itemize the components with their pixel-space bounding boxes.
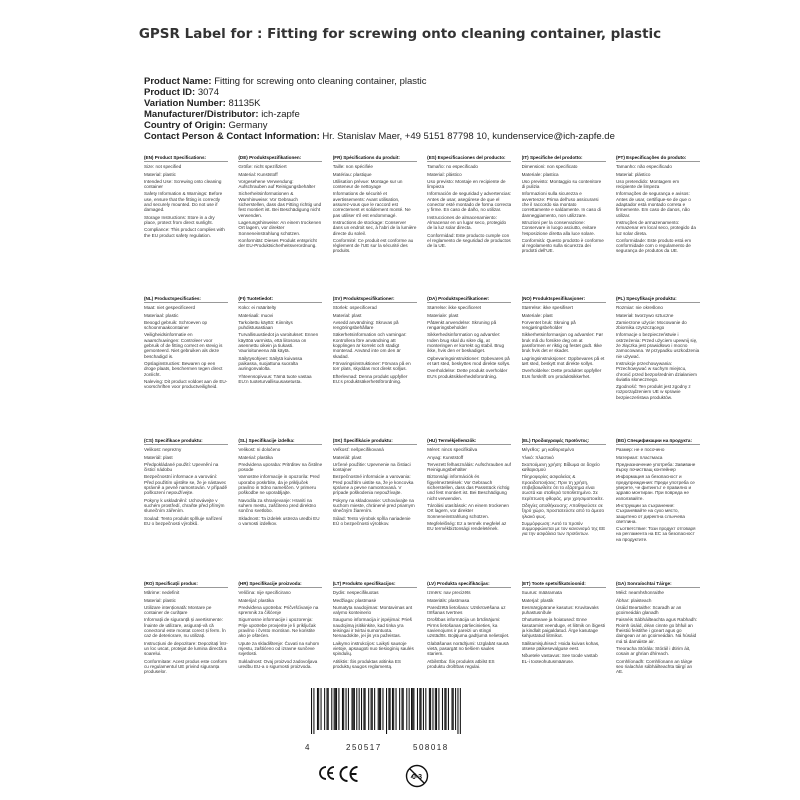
product-info-value: ich-zapfe bbox=[261, 109, 300, 120]
language-spec-line: Rozmiar: nie określono bbox=[615, 305, 663, 311]
language-spec-line: Sikkerhetsinformasjon og advarsler: Før bruk må du forsikre deg om at passformen er riktig og festet godt. Ikke bruk hvis det er skadet. bbox=[521, 332, 604, 354]
language-spec-heading: (FR) Spécifications du produit: bbox=[333, 155, 417, 162]
barcode-bar bbox=[421, 688, 422, 730]
barcode-bar bbox=[380, 688, 381, 730]
product-info-key: Variation Number: bbox=[144, 98, 226, 109]
language-spec-heading: (ES) Especificaciones del producto: bbox=[427, 155, 511, 162]
language-spec-line: Predviđena upotreba: Pričvršćivanje na spremnik za čišćenje bbox=[238, 604, 319, 616]
barcode-bar bbox=[324, 688, 325, 730]
language-spec-line: Overholdelse: Dette produkt overholder EU's produktsikkerhedsforordning. bbox=[427, 368, 508, 379]
language-spec-line: Soulad: Tento produkt splňuje nařízení EU o bezpečnosti výrobků. bbox=[144, 515, 223, 526]
language-spec-line: Veľkosť: nešpecifikovaná bbox=[332, 447, 384, 453]
language-spec-line: Bezpečnostní informace a varování: Před použitím ujistěte se, že je nástavec správně a pevně namontován. V případě poškození nepoužívejte. bbox=[144, 474, 227, 496]
barcode-bar bbox=[455, 688, 456, 730]
language-spec-heading: (NL) Productspecificaties: bbox=[144, 296, 228, 303]
barcode-bar bbox=[378, 688, 379, 730]
language-spec-heading: (PT) Especificações do produto: bbox=[616, 155, 700, 162]
barcode-bar bbox=[442, 688, 443, 730]
language-spec-line: Tarkoitettu käyttö: Kiinnitys puhdistusastiaan bbox=[238, 319, 293, 331]
product-info-value: Hr. Stanislav Maer, +49 5151 87798 10, kundenservice@ich-zapfe.de bbox=[322, 131, 615, 142]
barcode-bar bbox=[403, 688, 404, 730]
language-spec-line: Material: plastic bbox=[144, 171, 176, 177]
barcode-bar bbox=[368, 688, 369, 730]
language-spec-line: Συμμόρφωση: Αυτό το προϊόν συμμορφώνεται με τον κανονισμό της ΕΕ για την ασφάλεια των προϊόντων. bbox=[521, 520, 606, 537]
language-spec-line: Nõuetele vastavus: See toode vastab EL-i tooteohutusmääruse. bbox=[521, 653, 598, 664]
language-spec-heading: (SV) Produktspecifikationer: bbox=[333, 296, 417, 303]
barcode-bar bbox=[336, 688, 337, 730]
product-info-value: Fitting for screwing onto cleaning container, plastic bbox=[214, 76, 427, 87]
language-spec-block bbox=[144, 155, 228, 283]
language-spec-heading: (EL) Προδιαγραφές προϊόντος: bbox=[522, 438, 606, 445]
barcode-bar bbox=[382, 688, 383, 730]
language-spec-line: Utilisation prévue: Montage sur un conteneur de nettoyage bbox=[332, 178, 403, 190]
language-spec-line: Ohutusteave ja hoiatused: Enne kasutamist veenduge, et liitmik on õigesti ja kindlalt paigaldatud. Ärge kasutage kahjustatud liitmikut. bbox=[521, 617, 606, 639]
language-spec-line: Materiál: plast bbox=[144, 454, 173, 460]
language-spec-line: Zgodność: Ten produkt jest zgodny z rozporządzeniem UE w sprawie bezpieczeństwa produktów. bbox=[615, 384, 691, 400]
language-spec-block bbox=[427, 155, 511, 283]
barcode-bar bbox=[342, 688, 343, 730]
language-spec-block bbox=[144, 296, 228, 428]
language-spec-line: Conformitate: Acest produs este conform cu regulamentul UE privind siguranța produselor. bbox=[144, 658, 228, 675]
language-spec-line: Dimensioni: non specificato bbox=[521, 164, 578, 170]
language-spec-line: Anyag: Kunststoff bbox=[427, 454, 464, 460]
language-spec-heading: (SK) Špecifikácie produktu: bbox=[333, 438, 417, 445]
barcode-bar bbox=[311, 688, 312, 734]
barcode-bar bbox=[406, 688, 407, 730]
language-spec-line: Méret: nincs specifikálva bbox=[427, 447, 478, 453]
language-spec-line: Upute za skladištenje: Čuvati na suhom mjestu, zaštićeno od izravne sunčeve svjetlosti. bbox=[238, 640, 320, 657]
language-spec-line: Material: plastika bbox=[238, 454, 273, 460]
language-spec-line: Biztonsági információk és figyelmeztetések: Vor Gebrauch sicherstellen, dass das Passstück richtig und fest montiert ist. Bei Beschädigung nicht verwenden. bbox=[427, 474, 510, 501]
language-spec-line: Materiāls: plastmasa bbox=[427, 597, 470, 603]
language-spec-heading: (IT) Specifiche del prodotto: bbox=[522, 155, 606, 162]
language-spec-line: Matériau: plastique bbox=[332, 171, 372, 177]
page-title: GPSR Label for : Fitting for screwing onto cleaning container, plastic bbox=[138, 26, 662, 42]
product-info-key: Product ID: bbox=[144, 87, 196, 98]
barcode-bar bbox=[318, 688, 319, 730]
language-spec-line: Storlek: ospecificerad bbox=[332, 305, 377, 311]
language-spec-line: Informazioni sulla sicurezza e avvertenze: Prima dell'uso assicurarsi che il raccordo sia montato correttamente e saldamente. In caso di danneggiamento, non utilizzare. bbox=[521, 191, 601, 218]
barcode-bar bbox=[409, 688, 410, 730]
language-spec-heading: (BG) Спецификации на продукта: bbox=[616, 438, 700, 445]
language-spec-heading: (GA) Sonraíochtaí Táirge: bbox=[616, 581, 700, 588]
language-spec-line: Megfelelőség: Ez a termék megfelel az EU termékbiztonsági rendeletének. bbox=[427, 520, 507, 532]
language-spec-line: Größe: nicht spezifiziert bbox=[238, 164, 287, 170]
barcode-bar bbox=[425, 688, 426, 730]
product-info-value: Germany bbox=[228, 120, 268, 131]
language-spec-line: Compliance: This product complies with the EU product safety regulation. bbox=[144, 227, 225, 238]
spec-band bbox=[144, 438, 700, 575]
barcode-bar bbox=[423, 688, 424, 730]
language-spec-line: Taille: non spécifiée bbox=[332, 164, 373, 170]
language-spec-line: Material: plastic bbox=[144, 597, 176, 603]
barcode-bar bbox=[413, 688, 414, 730]
language-spec-line: Информация за безопасност и предупреждения: Преди употреба се уверете, че фитингът е правилно и здраво монтиран. При повреда не използвайте. bbox=[615, 474, 695, 501]
barcode-bar bbox=[393, 688, 394, 730]
barcode-bar bbox=[436, 688, 437, 730]
barcode-bar bbox=[388, 688, 389, 730]
language-spec-heading: (HU) Termékjellemzők: bbox=[427, 438, 511, 445]
product-info-row bbox=[144, 120, 764, 131]
barcode-bar bbox=[457, 688, 458, 734]
language-spec-heading: (ET) Toote spetsifikatsioonid: bbox=[522, 581, 606, 588]
language-spec-line: Méid: neamhshonraithe bbox=[615, 590, 664, 596]
language-spec-block bbox=[144, 581, 228, 726]
language-spec-block bbox=[144, 438, 228, 575]
language-spec-line: Conformidade: Este produto está em conformidade com o regulamento de segurança de produtos da UE. bbox=[615, 237, 692, 254]
language-spec-block bbox=[522, 296, 606, 428]
language-spec-block bbox=[522, 438, 606, 575]
barcode-bar bbox=[359, 688, 360, 730]
barcode-bar bbox=[438, 688, 439, 730]
language-spec-line: Πληροφορίες ασφαλείας & προειδοποιήσεις: Πριν τη χρήση, επιβεβαιωθείτε ότι το εξάρτημα είναι σωστά και σταθερά τοποθετημένο. Σε περίπτωση φθοράς, μην χρησιμοποιείτε. bbox=[521, 474, 604, 501]
barcode bbox=[311, 688, 461, 734]
language-spec-line: Drošības informācija un brīdinājumi: Pirms lietošanas pārliecinieties, ka savienojums ir pareizi un stingri uzstādīts. Bojājuma gadījumā nelietojiet. bbox=[427, 617, 510, 639]
language-spec-line: Sikkerhedsinformation og advarsler: Inden brug skal du sikre dig, at monteringen er korrekt og stabil. Brug ikke, hvis den er beskadiget. bbox=[427, 332, 505, 354]
language-spec-block bbox=[333, 438, 417, 575]
language-spec-line: Dydis: nespecifikuotas bbox=[332, 590, 379, 596]
barcode-bar bbox=[444, 688, 445, 730]
language-spec-heading: (EN) Product Specifications: bbox=[144, 155, 228, 162]
language-spec-block bbox=[616, 581, 700, 726]
language-spec-block bbox=[333, 155, 417, 283]
language-spec-line: Izmērs: nav precizēts bbox=[427, 590, 471, 596]
barcode-bar bbox=[354, 688, 355, 730]
language-spec-line: Safety Information & Warnings: Before use, ensure that the fitting is correctly and securely mounted. Do not use if damaged. bbox=[144, 191, 223, 213]
language-spec-line: Velikost: ni določeno bbox=[238, 447, 281, 453]
language-spec-line: Informații de siguranță și avertismente: Înainte de utilizare, asigurați-vă că conectorul este montat corect și ferm. În caz de deteriorare, nu utilizați. bbox=[144, 617, 226, 639]
language-spec-line: Maat: niet gespecificeerd bbox=[144, 305, 196, 311]
product-info-key: Manufacturer/Distributor: bbox=[144, 109, 259, 120]
product-info bbox=[144, 76, 764, 142]
language-spec-line: Materijal: plastika bbox=[238, 597, 274, 603]
language-spec-line: Materiaali: muovi bbox=[238, 312, 274, 318]
barcode-bar bbox=[419, 688, 420, 730]
language-spec-line: Faisnéis Sábháilteachta agus Rabhadh: Roimh úsáid, déan cinnte go bhfuil an fheistiú feistithe i gceart agus go daingean ar an gcoimeádán. Ná húsáid má tá damáiste air. bbox=[615, 617, 698, 644]
language-spec-line: Koko: ei määritelty bbox=[238, 305, 277, 311]
barcode-bar bbox=[379, 688, 380, 730]
barcode-bar bbox=[343, 688, 344, 730]
barcode-bar bbox=[331, 688, 332, 730]
product-info-row bbox=[144, 98, 764, 109]
language-spec-line: Vorgesehene Verwendung: Aufschrauben auf Reinigungsbehälter bbox=[238, 178, 316, 190]
age-warning-0-3-icon bbox=[405, 764, 429, 788]
language-spec-line: Atbilstība: Šis produkts atbilst ES produktu drošības regulai. bbox=[427, 658, 495, 669]
language-spec-line: Størrelse: ikke spesifisert bbox=[521, 305, 573, 311]
language-spec-line: Størrelse: ikke specificeret bbox=[427, 305, 482, 311]
language-spec-line: Förvaringsinstruktioner: Förvara på en torr plats, skyddas mot direkt solljus. bbox=[332, 360, 411, 372]
barcode-bar bbox=[412, 688, 413, 730]
language-spec-line: Predvidena uporaba: Pritrditev na čistilne posode bbox=[238, 461, 323, 473]
language-spec-line: Pokyny na skladovanie: Uchovávajte na suchom mieste, chránené pred priamym slnečným žiarením. bbox=[332, 497, 415, 514]
language-spec-line: Materiale: plast bbox=[427, 312, 459, 318]
language-spec-line: Предназначение употреба: Завиване върху почистващ контейнер bbox=[615, 461, 696, 473]
language-spec-line: Istruzioni per la conservazione: Conservare in luogo asciutto, evitare l'esposizione diretta alla luce solare. bbox=[521, 219, 597, 236]
barcode-bar bbox=[396, 688, 397, 730]
language-spec-line: Veiligheidsinformatie en waarschuwingen: Controleer voor gebruik of de fitting correct en stevig is gemonteerd. Niet gebruiken als deze beschadigd is. bbox=[144, 332, 223, 359]
language-spec-line: Sicherheitsinformationen & Warnhinweise: Vor Gebrauch sicherstellen, dass das Fitting richtig und fest montiert ist. Bei Beschädigung nicht verwenden. bbox=[238, 191, 322, 218]
language-spec-block bbox=[427, 438, 511, 575]
barcode-bar bbox=[353, 688, 354, 730]
language-spec-line: Overholdelse: Dette produktet oppfyller EUs forskrift om produktsikkerhet. bbox=[521, 368, 602, 379]
language-spec-block bbox=[427, 296, 511, 428]
language-spec-line: Medžiaga: plastmasė bbox=[332, 597, 377, 603]
language-spec-line: Съответствие: Този продукт отговаря на регламента на ЕС за безопасност на продуктите. bbox=[615, 526, 696, 542]
language-spec-line: Určené použitie: Upevnenie na čistiaci kontajner bbox=[332, 461, 411, 473]
language-spec-line: Opbevaringsinstruktioner: Opbevares på et tørt sted, beskyttes mod direkte sollys. bbox=[427, 355, 511, 366]
language-spec-block bbox=[238, 155, 322, 283]
barcode-bar bbox=[356, 688, 357, 730]
barcode-bar bbox=[432, 688, 433, 730]
spec-band bbox=[144, 155, 700, 283]
language-spec-line: Storage Instructions: Store in a dry place, protect from direct sunlight. bbox=[144, 214, 215, 225]
language-spec-line: Mărime: nedefinit bbox=[144, 590, 180, 596]
barcode-bar bbox=[386, 688, 387, 734]
spec-band bbox=[144, 296, 700, 428]
language-spec-line: Material: plástico bbox=[427, 171, 462, 177]
language-spec-line: Comhlíonadh: Comhlíonann an táirge seo rialachán sábháilteachta táirgí an AE. bbox=[615, 658, 693, 675]
language-spec-line: Lagerungshinweise: An einem trockenen Ort lagern, vor direkter Sonneneinstrahlung schützen. bbox=[238, 219, 322, 236]
language-spec-line: Σκοπούμενη χρήση: Βίδωμα σε δοχείο καθαρισμού bbox=[521, 461, 600, 473]
language-spec-block bbox=[616, 438, 700, 575]
language-spec-heading: (CS) Specifikace produktu: bbox=[144, 438, 228, 445]
product-info-value: 3074 bbox=[197, 87, 219, 98]
language-spec-block bbox=[616, 296, 700, 428]
language-spec-line: Uso previsto: Montaggio su contenitore di pulizia bbox=[521, 178, 602, 190]
language-spec-line: Instruções de armazenamento: Armazenar em local seco, protegido da luz solar direta. bbox=[615, 219, 696, 236]
barcode-bar bbox=[446, 688, 447, 730]
barcode-bar bbox=[430, 688, 431, 730]
language-spec-line: Lagringsinstruksjoner: Oppbevares på et tørt sted, beskytt mot direkte sollys. bbox=[521, 355, 605, 366]
barcode-bar bbox=[335, 688, 336, 730]
age-warning-label: 0-3 bbox=[411, 774, 423, 781]
language-spec-heading: (FI) Tuotetiedot: bbox=[238, 296, 322, 303]
language-spec-line: Súlad: Tento výrobok spĺňa nariadenie EÚ o bezpečnosti výrobkov. bbox=[332, 515, 411, 526]
language-spec-line: Säkerhetsinformation och varningar: Kontrollera före användning att kopplingen är korrekt och stadigt monterad. Använd inte om den är skadad. bbox=[332, 332, 407, 359]
language-spec-line: Materiaal: plastic bbox=[144, 312, 179, 318]
language-spec-line: Informations de sécurité et avertissements: Avant utilisation, assurez-vous que le raccord est correctement et solidement monté. Ne pas utiliser s'il est endommagé. bbox=[332, 191, 411, 218]
language-spec-heading: (DE) Produktspezifikationen: bbox=[238, 155, 322, 162]
language-spec-line: Sukladnost: Ovaj proizvod zadovoljava uredbu EU-a o sigurnosti proizvoda. bbox=[238, 658, 318, 669]
language-spec-line: Utilizare intenționată: Montare pe container de curățare bbox=[144, 604, 212, 616]
language-spec-line: Bezpečnostné informácie a varovania: Pred použitím uistite sa, že je koncovka správne a pevne namontovaná. V prípade poškodenia nepoužívajte. bbox=[332, 474, 414, 496]
language-spec-line: Avsedd användning: Skruvas på rengöringsbehållare bbox=[332, 319, 399, 331]
barcode-bar bbox=[338, 688, 339, 730]
language-spec-heading: (LT) Produkto specifikacijos: bbox=[333, 581, 417, 588]
product-info-row bbox=[144, 87, 764, 98]
language-spec-line: Sigurnosne informacije i upozorenja: Prije upotrebe provjerite je li priključak pravilno i čvrsto montiran. Ne koristite ako je oštećen. bbox=[238, 617, 316, 639]
barcode-digits-group2: 508018 bbox=[413, 743, 449, 752]
barcode-digit-lead: 4 bbox=[305, 743, 310, 752]
language-spec-line: Turvallisuustiedot ja varoitukset: Ennen käyttöä varmista, että liitososa on asennettu oikein ja tiukasti. Vaurioituneena älä käytä. bbox=[238, 332, 319, 354]
language-spec-heading: (NO) Produktspesifikasjoner: bbox=[522, 296, 606, 303]
language-spec-line: Påtænkt anvendelse: Skruning på rengøringsbeholder bbox=[427, 319, 497, 331]
language-spec-line: Saugumo informacija ir įspėjimai: Prieš naudojimą įsitikinkite, kad tinka yra teisingai ir tvirtai sumontuota. Nenaudokite, jei jis yra pažeistas. bbox=[332, 617, 412, 639]
language-spec-line: Materiál: plast bbox=[332, 454, 362, 460]
language-spec-line: Varnostne informacije in opozorila: Pred uporabo poskrbite, da je priključek pravilno in trdno nameščen. V primeru poškodbe ne uporabljajte. bbox=[238, 474, 320, 496]
language-spec-line: Numatyta naudojimas: Montavimas ant valymo konteinerio bbox=[332, 604, 413, 616]
barcode-bar bbox=[411, 688, 412, 730]
language-spec-line: Tervezett felhasználás: Aufschrauben auf Reinigungsbehälter bbox=[427, 461, 511, 473]
language-spec-line: Инструкции за съхранение: Съхранявайте на сухо място, защитено от директна слънчева светлина. bbox=[615, 502, 685, 524]
language-spec-line: Skladnost: Ta izdelek ustreza uredbi EU o varnosti izdelkov. bbox=[238, 515, 320, 526]
barcode-bar bbox=[372, 688, 373, 730]
language-spec-line: Size: not specified bbox=[144, 164, 182, 170]
barcode-bar bbox=[321, 688, 322, 730]
language-spec-line: Paredzētā lietošana: Uzskrūvēšana uz tīrīšanas tvertnes bbox=[427, 604, 506, 616]
language-spec-line: Beoogd gebruik: Schroeven op schoonmaakcontainer bbox=[144, 319, 208, 331]
barcode-bar bbox=[313, 688, 314, 734]
language-spec-line: Material: plástico bbox=[615, 171, 651, 177]
language-spec-block bbox=[616, 155, 700, 283]
language-spec-line: Μέγεθος: μη καθορισμένο bbox=[521, 447, 575, 453]
barcode-bar bbox=[326, 688, 327, 730]
barcode-bar bbox=[348, 688, 349, 730]
product-info-key: Contact Person & Contact Information: bbox=[144, 131, 320, 142]
product-info-row bbox=[144, 109, 764, 120]
product-info-row bbox=[144, 76, 764, 87]
barcode-bar bbox=[371, 688, 372, 730]
language-spec-line: Instrucțiuni de depozitare: Depozitați într-un loc uscat, protejat de lumina directă a soarelui. bbox=[144, 640, 228, 657]
language-spec-line: Materjal: plastik bbox=[521, 597, 554, 603]
language-spec-line: Laikymo instrukcijos: Laikyti sausoje vietoje, apsaugoti nuo tiesioginių saulės spindulių. bbox=[332, 640, 414, 657]
barcode-bar bbox=[328, 688, 329, 730]
barcode-bar bbox=[361, 688, 362, 730]
barcode-digits-group1: 250517 bbox=[346, 743, 382, 752]
language-spec-heading: (LV) Produkta specifikācijas: bbox=[427, 581, 511, 588]
barcode-bar bbox=[351, 688, 352, 730]
language-spec-heading: (DA) Produktspecifikationer: bbox=[427, 296, 511, 303]
language-spec-line: Zamierzone użycie: Mocowanie do zbiornika czyszczącego bbox=[615, 319, 687, 331]
barcode-bar bbox=[363, 688, 364, 730]
language-spec-block bbox=[238, 438, 322, 575]
language-spec-line: Conformità: Questo prodotto è conforme al regolamento sulla sicurezza dei prodotti dell'UE. bbox=[521, 237, 604, 254]
language-spec-line: Ábhar: plaisteach bbox=[615, 597, 652, 603]
language-spec-line: Material: Kunststoff bbox=[238, 171, 278, 177]
barcode-bar bbox=[365, 688, 366, 730]
language-spec-line: Předpokládané použití: Upevnění na čisticí nádobu bbox=[144, 461, 219, 473]
barcode-bar bbox=[334, 688, 335, 730]
barcode-bar bbox=[374, 688, 375, 730]
language-spec-line: Veličina: nije specificirano bbox=[238, 590, 291, 596]
language-spec-heading: (PL) Specyfikacje produktu: bbox=[616, 296, 700, 303]
barcode-bar bbox=[317, 688, 318, 730]
language-spec-line: Yhteensopivuus: Tämä tuote vastaa EU:n tuoteturvallisuusasetusta. bbox=[238, 373, 312, 384]
language-spec-line: Materiale: plast bbox=[521, 312, 553, 318]
language-spec-heading: (HR) Specifikacije proizvoda: bbox=[238, 581, 322, 588]
language-spec-line: Intended Use: Screwing onto cleaning container bbox=[144, 178, 222, 190]
language-spec-line: Υλικό: πλαστικό bbox=[521, 454, 554, 460]
barcode-bar bbox=[429, 688, 430, 730]
language-spec-line: Conformité: Ce produit est conforme au règlement de l'UE sur la sécurité des produits. bbox=[332, 237, 414, 254]
barcode-bar bbox=[392, 688, 393, 730]
language-spec-line: Instrucciones de almacenamiento: Almacenar en un lugar seco, protegido de la luz solar directa. bbox=[427, 214, 507, 231]
language-spec-block bbox=[238, 296, 322, 428]
language-spec-line: Uso pretendido: Montagem em recipiente de limpeza bbox=[615, 178, 680, 190]
language-spec-line: Οδηγίες αποθήκευσης: Αποθηκεύστε σε ξηρό χώρο, προστατεύστε από το άμεσο ηλιακό φως. bbox=[521, 502, 605, 519]
product-info-key: Product Name: bbox=[144, 76, 212, 87]
ce-mark-icon bbox=[318, 765, 336, 781]
language-spec-line: Tárolási utasítások: An einem trockenen Ort lagern, vor direkter Sonneneinstrahlung schützen. bbox=[427, 502, 509, 519]
language-spec-line: Tamaño: no especificado bbox=[427, 164, 478, 170]
language-spec-line: Säilitamisjuhised: Hoida kuivas kohas, otsese päikesevalguse eest. bbox=[521, 640, 600, 651]
language-spec-line: Efterlevnad: Denna produkt uppfyller EU:s produktsäkerhetsförordning. bbox=[332, 373, 408, 384]
language-spec-line: Tamanho: não especificado bbox=[615, 164, 672, 170]
barcode-bar bbox=[460, 688, 461, 734]
language-spec-line: Säilytysohjeet: Säilytä kuivassa paikassa, suojattuna suoralta auringonvalolta. bbox=[238, 355, 303, 372]
language-spec-block bbox=[333, 296, 417, 428]
barcode-bar bbox=[390, 688, 391, 730]
language-spec-line: Материал: пластмаса bbox=[615, 454, 663, 460]
product-info-row bbox=[144, 131, 764, 142]
language-spec-line: Conformidad: Este producto cumple con el reglamento de seguridad de productos de la UE. bbox=[427, 232, 511, 249]
barcode-bar bbox=[435, 688, 436, 730]
language-spec-line: Glabāšanas norādījumi: Uzglabāt sausā vietā, pasargāt no tiešiem saules stariem. bbox=[427, 640, 509, 657]
language-spec-line: Material: plast bbox=[332, 312, 362, 318]
language-spec-line: Konformität: Dieses Produkt entspricht der EU-Produktsicherheitsverordnung. bbox=[238, 237, 317, 249]
language-spec-line: Información de seguridad y advertencias: Antes de usar, asegúrese de que el conector esté montado de forma correcta y firme. En caso de daño, no utilizar. bbox=[427, 191, 512, 213]
language-spec-block bbox=[238, 581, 322, 726]
language-spec-block bbox=[522, 155, 606, 283]
language-spec-line: Úsáid Beartaithe: Scaradh ar an gcoimeádán glanadh bbox=[615, 604, 682, 616]
language-spec-line: Размер: не е посочено bbox=[615, 447, 665, 453]
language-spec-line: Informacje o bezpieczeństwie i ostrzeżenia: Przed użyciem upewnij się, że złączka jest prawidłowo i mocno zamocowana. W przypadku uszkodzenia nie używać. bbox=[615, 332, 700, 359]
language-spec-line: Opslaginstructies: Bewaren op een droge plaats, beschermen tegen direct zonlicht. bbox=[144, 360, 223, 377]
barcode-bar bbox=[453, 688, 454, 730]
language-spec-block bbox=[522, 581, 606, 726]
product-info-key: Country of Origin: bbox=[144, 120, 226, 131]
language-spec-line: Materiale: plastica bbox=[521, 171, 559, 177]
language-spec-heading: (SL) Specifikacije izdelka: bbox=[238, 438, 322, 445]
language-spec-line: Naleving: Dit product voldoet aan de EU-voorschriften voor productveiligheid. bbox=[144, 378, 228, 390]
language-spec-line: Suurus: määramata bbox=[521, 590, 562, 596]
language-spec-line: Treoracha Stórála: Stóráil i dtirim áit, cosain ar ghrian dhíreach. bbox=[615, 645, 691, 657]
barcode-bar bbox=[346, 688, 347, 730]
language-spec-line: Materiał: tworzywo sztuczne bbox=[615, 312, 674, 318]
language-spec-line: Pokyny k uskladnění: Uchovávejte v suchém prostředí, chraňte před přímým slunečním zářením. bbox=[144, 497, 225, 514]
language-spec-line: Navodila za shranjevanje: Hraniti na suhem mestu, zaščiteno pred direktno sončno svetlobo. bbox=[238, 497, 317, 514]
language-spec-line: Informações de segurança e avisos: Antes de usar, certifique-se de que o adaptador está montado correta e firmemente. Em caso de danos, não utilizar. bbox=[615, 191, 691, 218]
barcode-bar bbox=[417, 688, 418, 730]
language-spec-heading: (RO) Specificații produs: bbox=[144, 581, 228, 588]
barcode-bar bbox=[399, 688, 400, 730]
language-spec-line: Uso previsto: Montaje en recipiente de limpieza bbox=[427, 178, 506, 190]
language-spec-line: Atitiktis: Šis produktas atitinka ES produktų saugos reglamentą. bbox=[332, 658, 401, 669]
ce-mark-icon bbox=[338, 765, 360, 783]
language-spec-line: Velikost: neprezny bbox=[144, 447, 182, 453]
language-spec-line: Eesmärgipärane kasutus: Kruvitavaks puhastusnõule bbox=[521, 604, 599, 616]
barcode-bar bbox=[448, 688, 449, 730]
barcode-bar bbox=[451, 688, 452, 730]
language-spec-line: Instrukcje przechowywania: Przechowywać w suchym miejscu, chronić przed bezpośrednim działaniem światła słonecznego. bbox=[615, 360, 697, 382]
product-info-value: 81135K bbox=[228, 98, 261, 109]
barcode-bar bbox=[401, 688, 402, 730]
language-spec-line: Forventet bruk: Skruing på rengjøringsbeholder bbox=[521, 319, 576, 331]
language-spec-line: Instructions de stockage: Conserver dans un endroit sec, à l'abri de la lumière directe du soleil. bbox=[332, 219, 417, 236]
